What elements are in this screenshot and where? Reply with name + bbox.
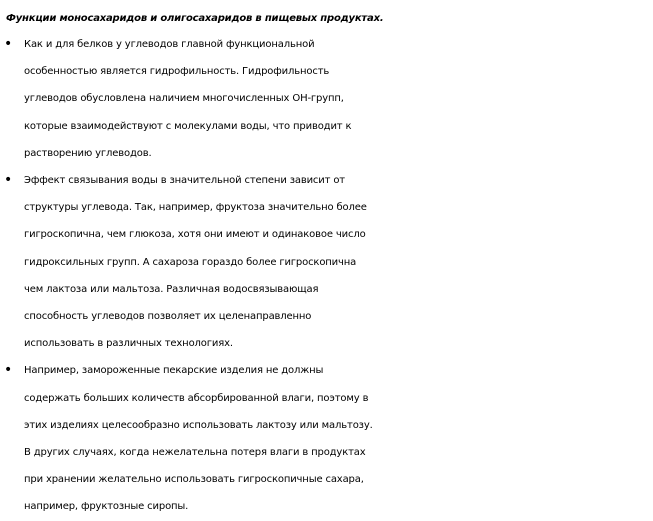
text-line: структуры углевода. Так, например, фруктоза значительно более [24,202,367,214]
bullet-text [24,357,653,520]
text-line: растворению углеводов. [24,147,152,159]
text-line: чем лактоза или мальтоза. Различная водосвязывающая [24,283,319,295]
text-line: которые взаимодействуют с молекулами воды, что приводит к [24,120,352,132]
text-line: В других случаях, когда нежелательна потеря влаги в продуктах [24,447,366,459]
bullet-item [0,167,653,357]
slide-title: Функции моносахаридов и олигосахаридов в пищевых продуктах. [6,13,384,24]
text-line: Например, замороженные пекарские изделия не должны [24,365,324,377]
text-line: при хранении желательно использовать гигроскопичные сахара, [24,474,364,486]
bullet-item [0,357,653,520]
bullet-icon: • [4,362,13,379]
text-line: особенностью является гидрофильность. Гидрофильность [24,66,330,78]
bullet-icon: • [4,36,13,52]
text-line: углеводов обусловлена наличием многочисленных ОН-групп, [24,93,344,105]
text-line: использовать в различных технологиях. [24,338,233,350]
text-line: способность углеводов позволяет их целенаправленно [24,311,312,323]
text-line: например, фруктозные сиропы. [24,501,189,513]
bullet-text [24,167,653,357]
text-line: Эффект связывания воды в значительной степени зависит от [24,175,345,187]
bullet-item [0,31,653,167]
bullet-list [0,31,653,521]
text-line: гидроксильных групп. А сахароза гораздо более гигроскопична [24,256,357,268]
bullet-icon: • [4,172,13,189]
text-line: этих изделиях целесообразно использовать лактозу или мальтозу. [24,419,373,431]
bullet-text [24,31,653,167]
text-line: Как и для белков у углеводов главной функциональной [24,39,315,50]
text-line: гигроскопична, чем глюкоза, хотя они имеют и одинаковое число [24,229,366,241]
text-line: содержать больших количеств абсорбированной влаги, поэтому в [24,392,369,404]
